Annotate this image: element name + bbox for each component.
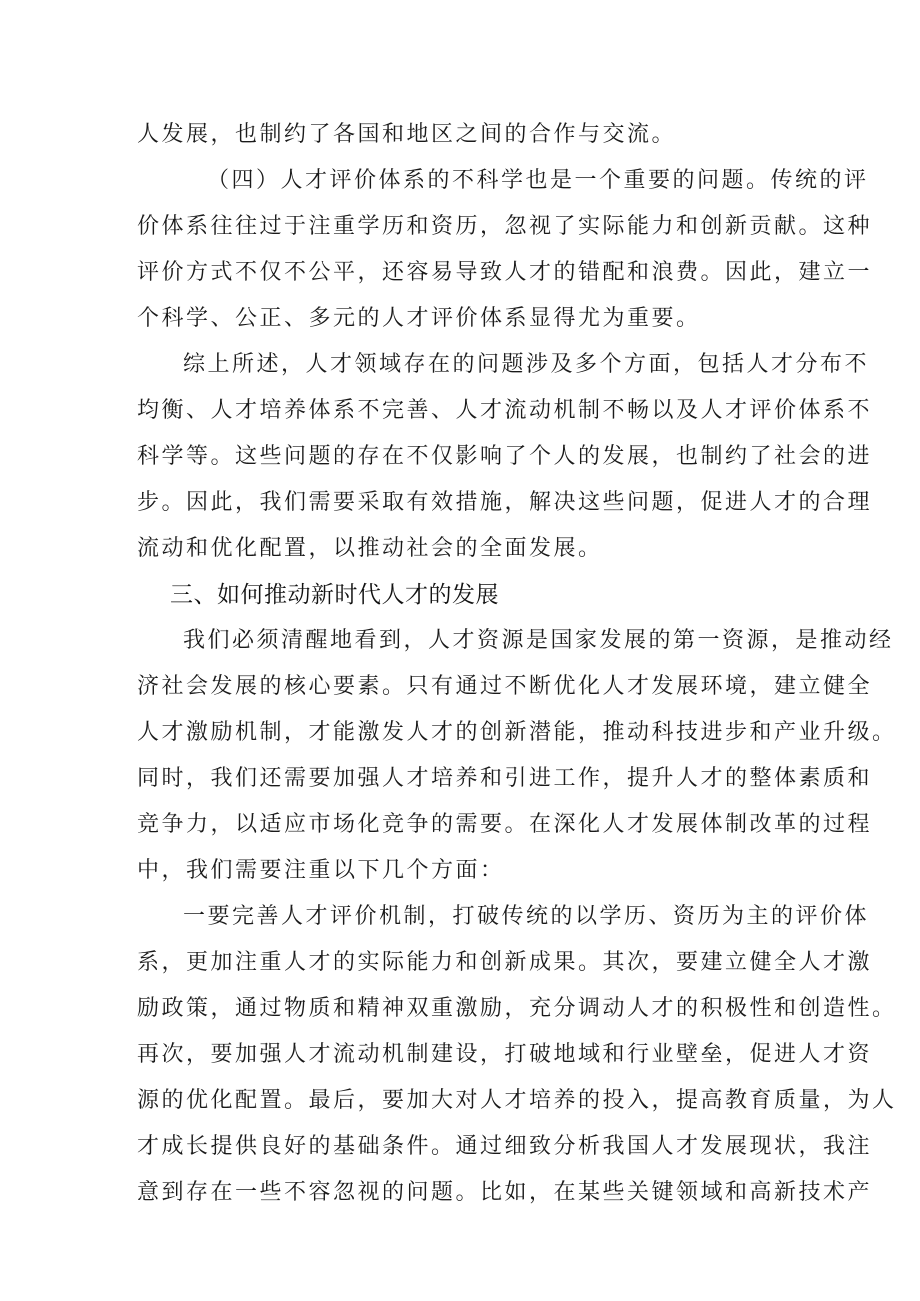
- document-body: [137, 112, 897, 1216]
- paragraph-evaluation-system: [137, 158, 873, 342]
- text-line: 一要完善人才评价机制，打破传统的以学历、资历为主的评价体: [183, 904, 870, 929]
- paragraph-continuation: [137, 112, 787, 158]
- text-line: 系，更加注重人才的实际能力和创新成果。其次，要建立健全人才激: [137, 950, 873, 975]
- text-line: 中，我们需要注重以下几个方面：: [137, 858, 505, 883]
- text-line: 同时，我们还需要加强人才培养和引进工作，提升人才的整体素质和: [137, 766, 873, 791]
- text-line: 再次，要加强人才流动机制建设，打破地域和行业壁垒，促进人才资: [137, 1042, 873, 1067]
- paragraph-talent-resource: [137, 618, 897, 894]
- text-line: 均衡、人才培养体系不完善、人才流动机制不畅以及人才评价体系不: [137, 398, 873, 423]
- text-line: 人才激励机制，才能激发人才的创新潜能，推动科技进步和产业升级。: [137, 720, 897, 745]
- text-line: 才成长提供良好的基础条件。通过细致分析我国人才发展现状，我注: [137, 1134, 873, 1159]
- text-line: 人发展，也制约了各国和地区之间的合作与交流。: [137, 122, 677, 147]
- text-line: 济社会发展的核心要素。只有通过不断优化人才发展环境，建立健全: [137, 674, 873, 699]
- text-line: 个科学、公正、多元的人才评价体系显得尤为重要。: [137, 306, 701, 331]
- paragraph-measures: [137, 894, 897, 1216]
- text-line: 源的优化配置。最后，要加大对人才培养的投入，提高教育质量，为人: [137, 1088, 897, 1113]
- text-line: 科学等。这些问题的存在不仅影响了个人的发展，也制约了社会的进: [137, 444, 873, 469]
- text-line: （四）人才评价体系的不科学也是一个重要的问题。传统的评: [207, 168, 869, 193]
- paragraph-summary: [137, 342, 873, 572]
- text-line: 励政策，通过物质和精神双重激励，充分调动人才的积极性和创造性。: [137, 996, 897, 1021]
- section-heading: 三、如何推动新时代人才的发展: [170, 582, 499, 608]
- text-line: 评价方式不仅不公平，还容易导致人才的错配和浪费。因此，建立一: [137, 260, 873, 285]
- text-line: 综上所述，人才领域存在的问题涉及多个方面，包括人才分布不: [183, 352, 870, 377]
- text-line: 我们必须清醒地看到，人才资源是国家发展的第一资源，是推动经: [183, 628, 894, 653]
- text-line: 步。因此，我们需要采取有效措施，解决这些问题，促进人才的合理: [137, 490, 873, 515]
- text-line: 价体系往往过于注重学历和资历，忽视了实际能力和创新贡献。这种: [137, 214, 873, 239]
- text-line: 意到存在一些不容忽视的问题。比如，在某些关键领域和高新技术产: [137, 1180, 873, 1205]
- text-line: 流动和优化配置，以推动社会的全面发展。: [137, 536, 603, 561]
- text-line: 竞争力，以适应市场化竞争的需要。在深化人才发展体制改革的过程: [137, 812, 873, 837]
